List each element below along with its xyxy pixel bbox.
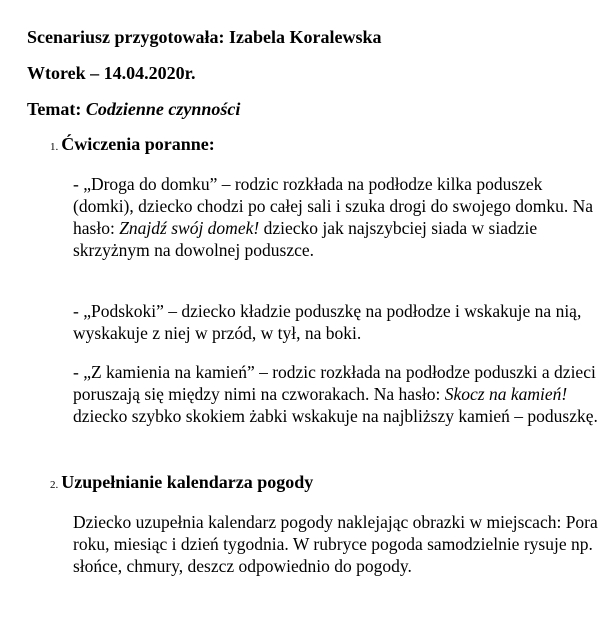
paragraph-text: dziecko szybko skokiem żabki wskakuje na najbliższy kamień – poduszkę. bbox=[73, 406, 598, 426]
section-heading-1 bbox=[50, 133, 215, 158]
exercise-paragraph bbox=[73, 361, 603, 427]
section-title: Ćwiczenia poranne: bbox=[61, 134, 215, 154]
author-line: Scenariusz przygotowała: Izabela Koralewska bbox=[27, 27, 382, 47]
date-line: Wtorek – 14.04.2020r. bbox=[27, 63, 196, 83]
section-number: 2. bbox=[50, 479, 59, 491]
section-number: 1. bbox=[50, 141, 59, 153]
emphasis-text: Znajdź swój domek! bbox=[119, 218, 260, 238]
exercise-paragraph: - „Podskoki” – dziecko kładzie poduszkę na podłodze i wskakuje na nią, wyskakuje z niej w przód, w tył, na boki. bbox=[73, 301, 582, 343]
paragraph-text: - „Droga do domku” – rodzic rozkłada na podłodze kilka poduszek (domki), dziecko chodzi po całej sali i szuka drogi do swojego domku. Na hasło: bbox=[73, 174, 594, 238]
topic-value: Codzienne czynności bbox=[85, 99, 241, 119]
paragraph-text: dziecko jak najszybciej siada w siadzie skrzyżnym na dowolnej poduszce. bbox=[73, 218, 538, 260]
emphasis-text: Skocz na kamień! bbox=[444, 384, 568, 404]
section-title: Uzupełnianie kalendarza pogody bbox=[61, 472, 314, 492]
section-heading-2 bbox=[50, 471, 313, 496]
exercise-paragraph bbox=[73, 173, 603, 261]
paragraph-text: - „Z kamienia na kamień” – rodzic rozkłada na podłodze poduszki a dzieci poruszają się między nimi na czworakach. Na hasło: bbox=[73, 362, 596, 404]
section-paragraph: Dziecko uzupełnia kalendarz pogody naklejając obrazki w miejscach: Pora roku, miesiąc i dzień tygodnia. W rubryce pogoda samodzielnie rysuje np. słońce, chmury, deszcz odpowiednio do pogody. bbox=[73, 512, 598, 576]
topic-label: Temat: bbox=[27, 99, 82, 119]
topic-line bbox=[27, 98, 240, 120]
